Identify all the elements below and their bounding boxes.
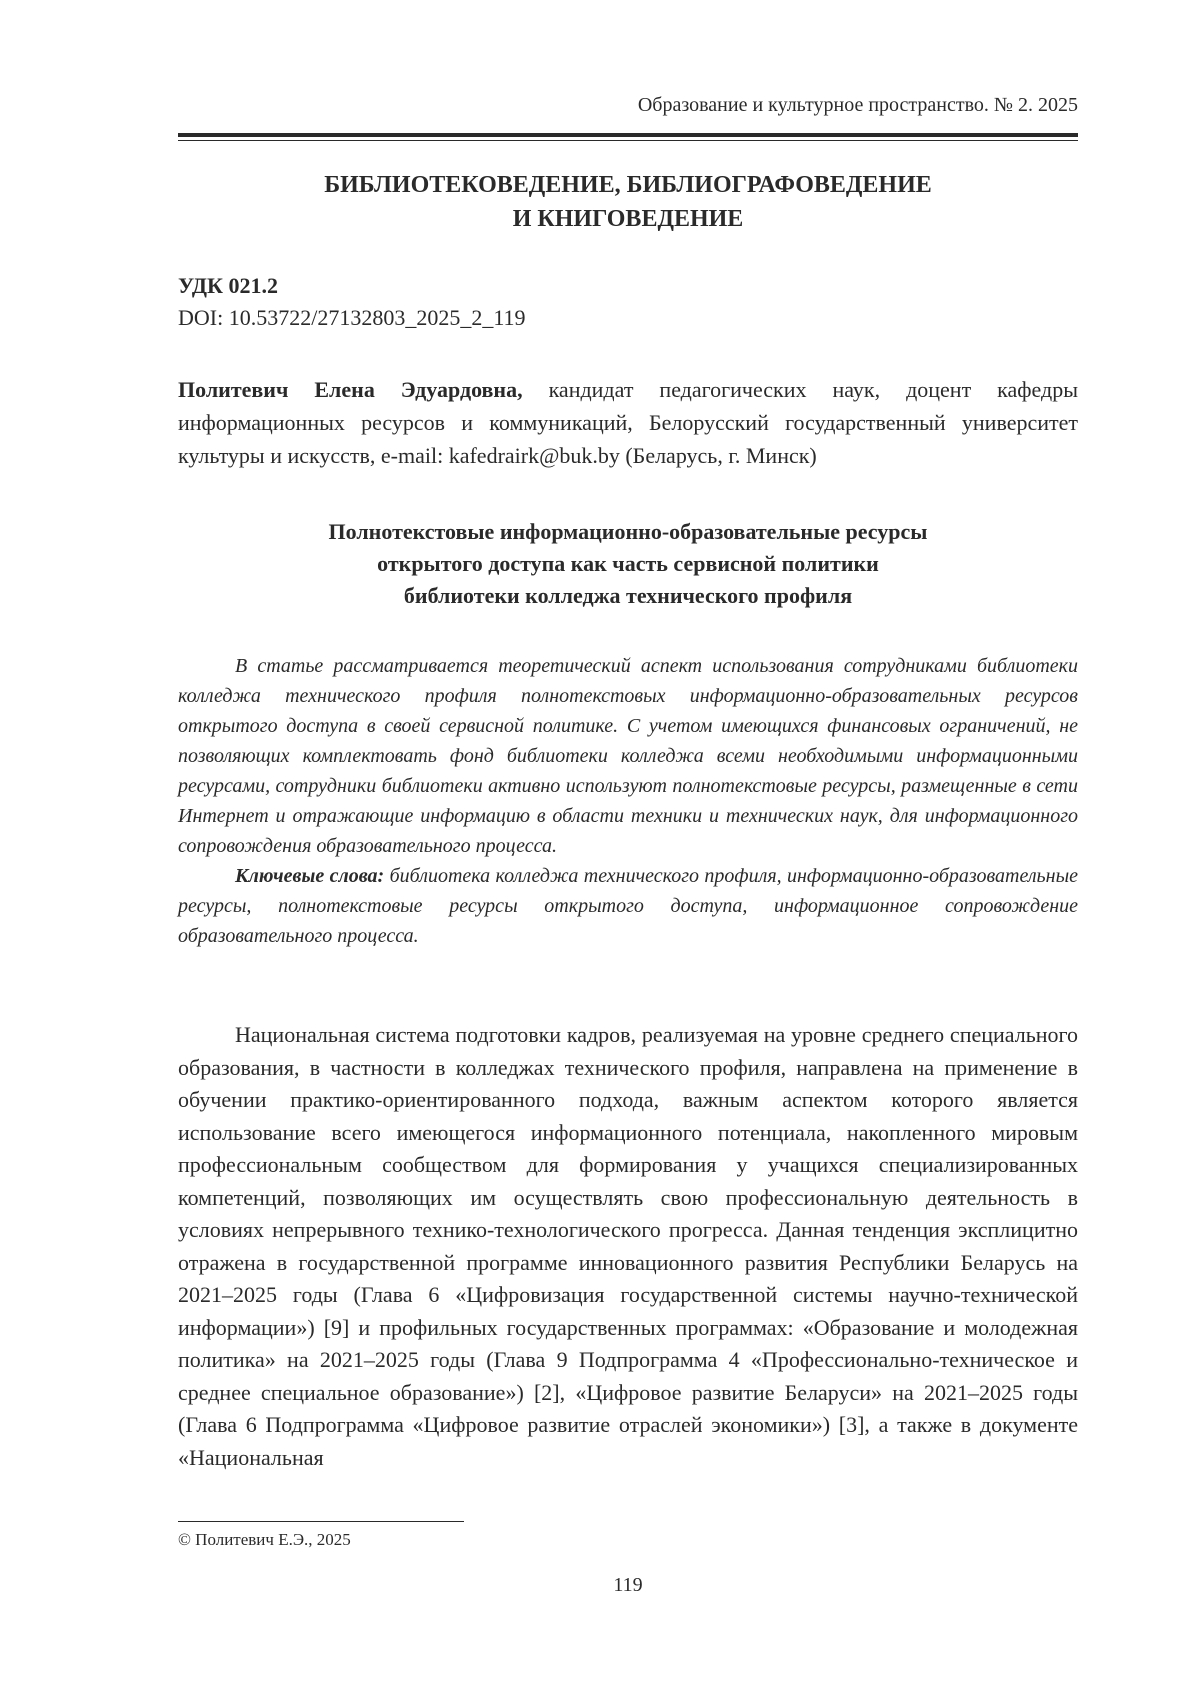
article-title-line-2: открытого доступа как часть сервисной политики — [377, 551, 879, 576]
page-number: 119 — [613, 1574, 643, 1596]
running-head: Образование и культурное пространство. № 2. 2025 — [637, 94, 1078, 116]
section-title — [178, 168, 1078, 236]
udk-code: УДК 021.2 — [178, 273, 279, 298]
abstract-text: В статье рассматривается теоретический аспект использования сотрудниками библиотеки колледжа технического профиля полнотекстовых информационно-образовательных ресурсов открытого доступа в своей сервисной политике. С учетом имеющихся финансовых ограничений, не позволяющих комплектовать фонд библиотеки колледжа всеми необходимыми информационными ресурсами, сотрудники библиотеки активно используют полнотекстовые ресурсы, размещенные в сети Интернет и отражающие информацию в области техники и технических наук, для информационного сопровождения образовательного процесса. — [178, 655, 1078, 857]
body-paragraph-1: Национальная система подготовки кадров, реализуемая на уровне среднего специального образования, в частности в колледжах технического профиля, направлена на применение в обучении практико-ориентированного подхода, важным аспектом которого является использование всего имеющегося информационного потенциала, накопленного мировым профессиональным сообществом для формирования у учащихся специализированных компетенций, позволяющих им осуществлять свою профессиональную деятельность в условиях непрерывного технико-технологического прогресса. Данная тенденция эксплицитно отражена в государственной программе инновационного развития Республики Беларусь на 2021–2025 годы (Глава 6 «Цифровизация государственной системы научно-технической информации») [9] и профильных государственных программах: «Образование и молодежная политика» на 2021–2025 годы (Глава 9 Подпрограмма 4 «Профессионально-техническое и среднее специальное образование») [2], «Цифровое развитие Беларуси» на 2021–2025 годы (Глава 6 Подпрограмма «Цифровое развитие отраслей экономики») [3], а также в документе «Национальная — [178, 1022, 1078, 1470]
article-title-line-1: Полнотекстовые информационно-образовательные ресурсы — [328, 519, 928, 544]
keywords-label: Ключевые слова: — [235, 865, 385, 887]
body-text — [178, 1019, 1078, 1474]
journal-page — [178, 0, 1078, 1698]
abstract — [178, 651, 1078, 951]
doi: DOI: 10.53722/27132803_2025_2_119 — [178, 305, 526, 330]
article-title — [178, 516, 1078, 612]
author-name: Политевич Елена Эдуардовна, — [178, 377, 523, 402]
header-rule-thin — [178, 140, 1078, 141]
keywords — [178, 861, 1078, 951]
keywords-list: библиотека колледжа технического профиля, информационно-образовательные ресурсы, полнотекстовые ресурсы открытого доступа, информационное сопровождение образовательного процесса. — [178, 865, 1079, 947]
copyright-footnote: © Политевич Е.Э., 2025 — [178, 1530, 351, 1549]
section-title-line-2: И КНИГОВЕДЕНИЕ — [512, 206, 744, 232]
article-title-line-3: библиотеки колледжа технического профиля — [403, 583, 853, 608]
section-title-line-1: БИБЛИОТЕКОВЕДЕНИЕ, БИБЛИОГРАФОВЕДЕНИЕ — [324, 172, 932, 198]
header-rule-thick — [178, 133, 1078, 137]
footnote-rule — [178, 1521, 464, 1522]
author-block — [178, 373, 1078, 472]
author-affiliation: кандидат педагогических наук, доцент кафедры информационных ресурсов и коммуникаций, Белорусский государственный университет культуры и искусств, e-mail: kafedrairk@buk.by (Беларусь, г. Минск) — [178, 377, 1078, 468]
